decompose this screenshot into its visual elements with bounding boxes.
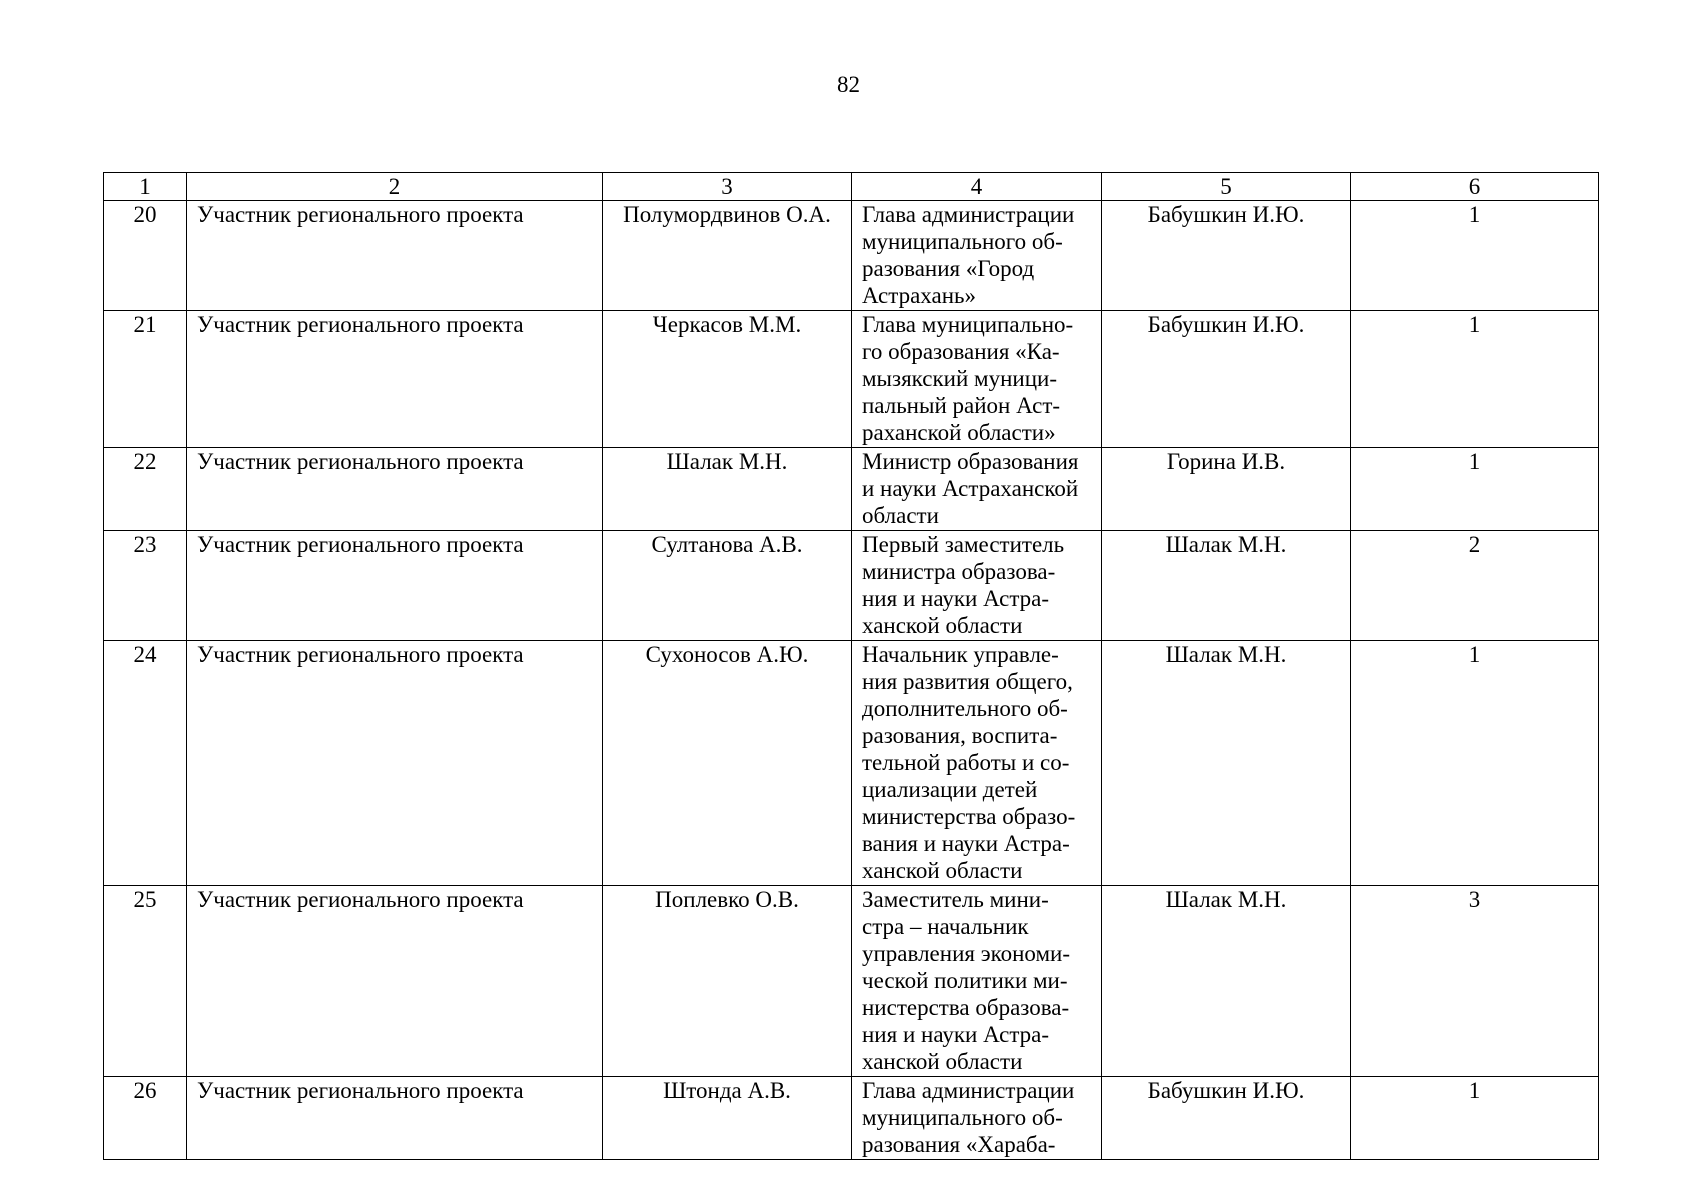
row-name: Поплевко О.В. [603, 886, 852, 1077]
position-line: управления экономи- [862, 941, 1070, 966]
row-role: Участник регионального проекта [187, 641, 603, 886]
position-line: ханской области [862, 858, 1023, 883]
row-name: Сухоносов А.Ю. [603, 641, 852, 886]
position-line: го образования «Ка- [862, 339, 1060, 364]
row-number: 23 [104, 531, 187, 641]
position-line: министра образова- [862, 559, 1056, 584]
row-value: 1 [1351, 448, 1599, 531]
position-line: пальный район Аст- [862, 393, 1061, 418]
position-line: нистерства образова- [862, 995, 1070, 1020]
table-row [104, 886, 1599, 1077]
row-name: Султанова А.В. [603, 531, 852, 641]
position-line: дополнительного об- [862, 696, 1068, 721]
row-position [852, 886, 1102, 1077]
position-line: Министр образования [862, 449, 1079, 474]
row-position [852, 641, 1102, 886]
column-header-2: 2 [187, 173, 603, 201]
position-line: области [862, 503, 939, 528]
position-line: и науки Астраханской [862, 476, 1079, 501]
row-position [852, 1077, 1102, 1160]
row-number: 22 [104, 448, 187, 531]
row-value: 1 [1351, 311, 1599, 448]
row-name: Штонда А.В. [603, 1077, 852, 1160]
row-number: 24 [104, 641, 187, 886]
position-line: Глава администрации [862, 1078, 1075, 1103]
table-row [104, 311, 1599, 448]
row-supervisor: Бабушкин И.Ю. [1102, 311, 1351, 448]
column-header-5: 5 [1102, 173, 1351, 201]
row-value: 1 [1351, 1077, 1599, 1160]
row-name: Шалак М.Н. [603, 448, 852, 531]
row-position [852, 531, 1102, 641]
row-supervisor: Бабушкин И.Ю. [1102, 201, 1351, 311]
row-supervisor: Шалак М.Н. [1102, 531, 1351, 641]
header-row [104, 173, 1599, 201]
position-line: разования, воспита- [862, 723, 1058, 748]
row-supervisor: Шалак М.Н. [1102, 886, 1351, 1077]
table-row [104, 201, 1599, 311]
row-position [852, 311, 1102, 448]
position-line: Астрахань» [862, 283, 976, 308]
position-line: Начальник управле- [862, 642, 1059, 667]
table-row [104, 641, 1599, 886]
row-name: Полумордвинов О.А. [603, 201, 852, 311]
position-line: ния и науки Астра- [862, 586, 1050, 611]
page-number: 82 [837, 72, 860, 97]
position-line: ханской области [862, 1049, 1023, 1074]
row-role: Участник регионального проекта [187, 201, 603, 311]
row-role: Участник регионального проекта [187, 1077, 603, 1160]
row-role: Участник регионального проекта [187, 448, 603, 531]
row-supervisor: Горина И.В. [1102, 448, 1351, 531]
position-line: ческой политики ми- [862, 968, 1068, 993]
row-value: 1 [1351, 201, 1599, 311]
row-value: 3 [1351, 886, 1599, 1077]
column-header-6: 6 [1351, 173, 1599, 201]
position-line: ханской области [862, 613, 1023, 638]
table-header [104, 173, 1599, 201]
column-header-3: 3 [603, 173, 852, 201]
row-name: Черкасов М.М. [603, 311, 852, 448]
position-line: муниципального об- [862, 229, 1063, 254]
position-line: тельной работы и со- [862, 750, 1070, 775]
row-role: Участник регионального проекта [187, 311, 603, 448]
row-number: 21 [104, 311, 187, 448]
position-line: разования «Город [862, 256, 1035, 281]
table-row [104, 448, 1599, 531]
position-line: ния развития общего, [862, 669, 1073, 694]
position-line: разования «Хараба- [862, 1132, 1056, 1157]
participants-table [103, 172, 1599, 1160]
position-line: циализации детей [862, 777, 1038, 802]
row-role: Участник регионального проекта [187, 886, 603, 1077]
table-row [104, 531, 1599, 641]
position-line: Первый заместитель [862, 532, 1065, 557]
position-line: ния и науки Астра- [862, 1022, 1050, 1047]
position-line: стра – начальник [862, 914, 1029, 939]
position-line: вания и науки Астра- [862, 831, 1070, 856]
position-line: раханской области» [862, 420, 1056, 445]
row-value: 2 [1351, 531, 1599, 641]
column-header-1: 1 [104, 173, 187, 201]
column-header-4: 4 [852, 173, 1102, 201]
position-line: Глава администрации [862, 202, 1075, 227]
row-position [852, 201, 1102, 311]
row-number: 25 [104, 886, 187, 1077]
position-line: муниципального об- [862, 1105, 1063, 1130]
row-number: 20 [104, 201, 187, 311]
row-supervisor: Шалак М.Н. [1102, 641, 1351, 886]
row-position [852, 448, 1102, 531]
row-value: 1 [1351, 641, 1599, 886]
table-body [104, 201, 1599, 1160]
row-supervisor: Бабушкин И.Ю. [1102, 1077, 1351, 1160]
row-role: Участник регионального проекта [187, 531, 603, 641]
table-row [104, 1077, 1599, 1160]
position-line: министерства образо- [862, 804, 1076, 829]
position-line: Заместитель мини- [862, 887, 1049, 912]
position-line: Глава муниципально- [862, 312, 1074, 337]
row-number: 26 [104, 1077, 187, 1160]
position-line: мызякский муници- [862, 366, 1057, 391]
